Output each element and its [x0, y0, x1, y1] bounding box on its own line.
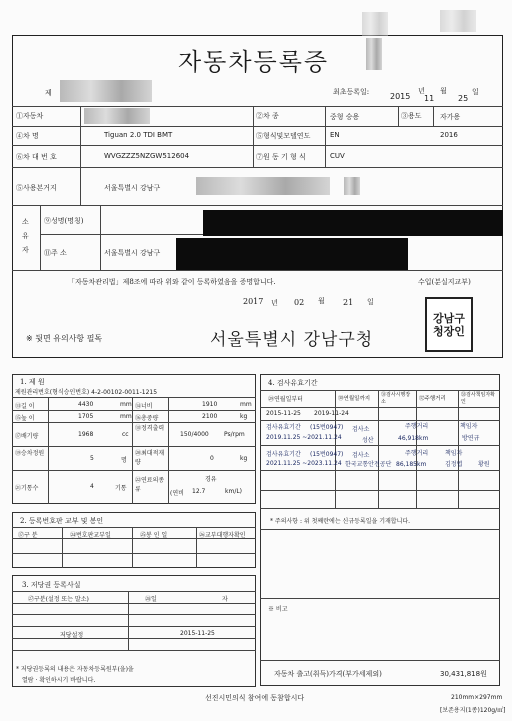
- insp-row2-range: 2019.11.25 ~2021.11.24: [266, 434, 342, 441]
- owner-address-label: ⑪주 소: [44, 249, 67, 257]
- redacted-owner-name: [203, 210, 503, 236]
- mortgage-col-type: ㉗구분(설정 또는 말소): [28, 596, 89, 603]
- displacement-value: 1968: [78, 431, 94, 438]
- plate-col-agent: ㉖교부대행자확인: [199, 532, 246, 539]
- issue-day: 21: [343, 298, 354, 307]
- displacement-label: ⑰배기량: [15, 433, 39, 440]
- motor-value: CUV: [330, 152, 345, 160]
- year-model-value: EN: [330, 131, 340, 139]
- redacted-mark: [366, 38, 382, 70]
- year-model-label: ⑤형식및모델연도: [256, 132, 311, 140]
- vin-value: WVGZZZ5NZGW512604: [104, 152, 190, 160]
- displacement-unit: cc: [122, 431, 129, 438]
- height-label: ⑮높 이: [15, 415, 35, 422]
- weight-label: ⑯총중량: [135, 415, 159, 422]
- mortgage-col-date-b: 자: [222, 596, 228, 603]
- redacted-mark: [440, 10, 476, 32]
- power-value: 150/4000: [180, 431, 209, 438]
- insp-row2-resp-label: 책임자: [460, 423, 478, 430]
- insp-col-resp: ㉝검사책임자확인: [461, 392, 495, 405]
- paper-type: [보존용지(1종)120g/㎡]: [440, 707, 506, 714]
- insp-row2-code: (15번0947): [310, 424, 344, 431]
- cylinders-value: 4: [90, 483, 94, 490]
- document-title: 자동차등록증: [178, 48, 330, 76]
- first-reg-day-unit: 일: [472, 88, 479, 96]
- insp-row2-km-label: 주행거리: [405, 423, 429, 430]
- insp-row3-km: 86,185km: [396, 461, 427, 468]
- model-year-value: 2016: [440, 131, 458, 139]
- official-seal: [425, 297, 473, 352]
- insp-row3-resp-label: 책임자: [445, 450, 463, 457]
- seats-label: ⑲승차정원: [15, 450, 45, 457]
- first-reg-day: 25: [458, 94, 469, 103]
- insp-row3-label: 검사유효기간: [266, 451, 301, 458]
- mortgage-col-date: ㉘일: [145, 596, 157, 603]
- insp-row2-resp: 방연규: [462, 435, 480, 442]
- load-unit: kg: [240, 455, 248, 462]
- mortgage-header: 3. 저당권 등록사실: [22, 581, 81, 589]
- inspection-header: 4. 검사유효기간: [268, 379, 318, 387]
- first-reg-label: 최초등록일:: [333, 88, 370, 96]
- width-label: ⑭너비: [135, 403, 153, 410]
- insp-row3-km-label: 주행거리: [405, 450, 429, 457]
- weight-unit: kg: [240, 413, 248, 420]
- spec-header: 1. 제 원: [20, 378, 45, 386]
- weight-value: 2100: [202, 413, 218, 420]
- insp-row1-to: 2019-11-24: [314, 410, 349, 417]
- plate-col-seal: ㉕봉 인 일: [140, 532, 168, 539]
- mortgage-note-1: * 저당권등록의 내용은 자동차등록원부(을)을: [16, 666, 134, 673]
- price-value: 30,431,818원: [440, 670, 487, 678]
- owner-side-label: 소 유 자: [22, 218, 29, 254]
- seats-value: 5: [90, 455, 94, 462]
- mortgage-date: 2015-11-25: [180, 630, 215, 637]
- height-value: 1705: [78, 413, 94, 420]
- insp-col-km: ㉜주행거리: [419, 396, 446, 402]
- price-label: 자동차 출고(취득)가격(부가세제외): [274, 670, 382, 678]
- insp-row3-resp-b: 황원: [478, 461, 490, 468]
- insp-col-to-visible: ㉚연월일까지: [338, 396, 371, 402]
- cylinders-unit: 기통: [115, 485, 127, 492]
- issue-year-unit: 년: [271, 299, 278, 307]
- fuel-label: ㉒연료의종류: [135, 477, 165, 493]
- back-note: ※ 뒷면 유의사항 필독: [26, 334, 103, 343]
- power-unit: Ps/rpm: [224, 431, 245, 438]
- plate-header: 2. 등록번호판 교부 및 봉인: [20, 517, 104, 525]
- length-value: 4430: [78, 401, 94, 408]
- width-value: 1910: [202, 401, 218, 408]
- issuer-name: 서울특별시 강남구청: [210, 330, 374, 350]
- seal-lettering: 강남구청장인: [433, 311, 465, 338]
- load-label: ⑳최대적재량: [135, 450, 165, 466]
- first-reg-year-unit: 년: [418, 87, 425, 95]
- insp-row2-place-a: 검사소: [352, 426, 370, 433]
- redacted-base-address: [344, 177, 360, 195]
- load-value: 0: [210, 455, 214, 462]
- cylinders-label: ㉑기통수: [15, 485, 39, 492]
- redacted-reg-no: [84, 108, 150, 124]
- efficiency-label: (연비: [170, 490, 184, 497]
- efficiency-unit: km/L): [225, 488, 243, 495]
- efficiency-value: 12.7: [192, 488, 206, 495]
- plate-col-issue: ㉔번호판교부일: [70, 532, 111, 539]
- motor-label: ⑦원 동 기 형 식: [256, 153, 306, 161]
- insp-row2-label: 검사유효기간: [266, 424, 301, 431]
- paper-size: 210mm×297mm: [451, 694, 503, 701]
- remarks-label: ※ 비고: [268, 606, 288, 613]
- type-value: 중형 승용: [330, 113, 360, 121]
- first-reg-year: 2015: [390, 92, 411, 101]
- insp-row3-resp: 김정엽: [445, 461, 463, 468]
- reg-no-label: ①자동차: [16, 112, 44, 120]
- doc-no-label: 제: [45, 89, 52, 97]
- insp-row1-from: 2015-11-25: [266, 410, 301, 417]
- first-reg-month-unit: 월: [440, 87, 447, 95]
- base-label: ⑤사용본거지: [16, 184, 57, 192]
- insp-row3-place-a: 검사소: [352, 452, 370, 459]
- width-unit: mm: [240, 401, 252, 408]
- insp-col-from: ㉙연월일부터: [268, 396, 303, 403]
- use-value: 자가용: [440, 113, 461, 121]
- base-value: 서울특별시 강남구: [104, 184, 161, 192]
- redacted-base-address: [196, 177, 330, 195]
- use-label: ③용도: [401, 112, 422, 120]
- receipt-label: 수입(분실지교부): [418, 278, 471, 286]
- insp-row2-km: 46,918km: [398, 435, 429, 442]
- insp-row3-range: 2021.11.25 ~2023.11.24: [266, 460, 342, 467]
- length-label: ⑬길 이: [15, 403, 35, 410]
- plate-col-type: ⑰구 분: [18, 532, 38, 539]
- fuel-value: 경유: [205, 476, 217, 483]
- power-label: ⑱정격출력: [135, 425, 165, 432]
- owner-name-label: ⑨성명(명칭): [44, 217, 84, 225]
- redacted-owner-address: [176, 238, 408, 270]
- first-reg-month: 11: [424, 94, 435, 103]
- insp-row3-code: (15번0947): [310, 451, 344, 458]
- vin-label: ⑥차 대 번 호: [16, 153, 57, 161]
- insp-row3-place: 한국교통안전공단: [345, 461, 392, 468]
- footer-slogan: 선진시민의식 참여에 동참합시다: [205, 694, 305, 702]
- model-value: Tiguan 2.0 TDI BMT: [104, 131, 173, 139]
- inspection-notice: * 주의사항 : 위 첫째란에는 신규등록일을 기재합니다.: [270, 518, 411, 525]
- height-unit: mm: [120, 413, 132, 420]
- insp-row2-place: 성산: [362, 437, 374, 444]
- mortgage-type: 저당설정: [60, 632, 84, 639]
- model-label: ④차 명: [16, 132, 39, 140]
- redacted-mark: [362, 12, 388, 36]
- issue-month-unit: 월: [318, 297, 325, 305]
- length-unit: mm: [120, 401, 132, 408]
- spec-number: 제원관리번호(형식승인번호) 4-2-00102-0011-1215: [15, 389, 158, 396]
- owner-address-value: 서울특별시 강남구: [104, 249, 161, 257]
- issue-month: 02: [294, 298, 305, 307]
- redacted-doc-no: [60, 80, 152, 102]
- issue-year: 2017: [243, 297, 264, 306]
- seats-unit: 명: [121, 457, 127, 464]
- mortgage-note-2: 열람 · 확인하시기 바랍니다.: [22, 677, 96, 684]
- certify-statement: 「자동차관리법」제8조에 따라 위와 같이 등록하였음을 증명합니다.: [68, 278, 276, 286]
- issue-day-unit: 일: [367, 298, 374, 306]
- type-label: ②차 종: [256, 112, 279, 120]
- insp-col-place: ㉛검사시행장소: [381, 392, 411, 405]
